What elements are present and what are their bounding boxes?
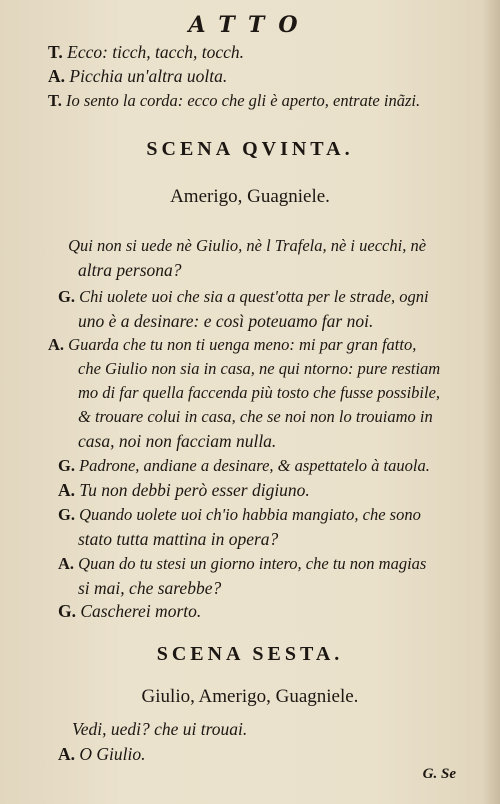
- line-text: mo di far quella faccenda più tosto che fusse possibile,: [78, 383, 441, 402]
- dialogue-line: [78, 576, 221, 600]
- speaker-tag: T.: [48, 42, 63, 62]
- line-text: O Giulio.: [79, 744, 146, 764]
- dialogue-line: [58, 552, 426, 576]
- scene-title: SCENA QVINTA.: [146, 138, 354, 160]
- line-text: uno è a desinare: e così poteuamo far noi.: [78, 311, 374, 331]
- dialogue-line: [78, 309, 373, 333]
- dialogue-line: [58, 454, 430, 478]
- line-text: Qui non si uede nè Giulio, nè l Trafela, nè i uecchi, nè: [68, 236, 427, 255]
- dialogue-line: [58, 478, 310, 502]
- line-text: che Giulio non sia in casa, ne qui ntorno: pure restiam: [78, 359, 441, 378]
- line-text: Guarda che tu non ti uenga meno: mi par gran fatto,: [68, 335, 417, 354]
- speaker-tag: G.: [58, 505, 75, 524]
- speaker-tag: G.: [58, 287, 75, 306]
- dialogue-line: [58, 599, 201, 623]
- line-text: Quan do tu stesi un giorno intero, che tu non magias: [78, 554, 427, 573]
- dialogue-line: [78, 527, 278, 551]
- line-text: Chi uolete uoi che sia a quest'otta per le strade, ogni: [79, 287, 429, 306]
- line-text: & trouare colui in casa, che se noi non lo trouiamo in: [78, 407, 433, 426]
- scene-title: SCENA SESTA.: [156, 643, 344, 665]
- page-edge-shadow: [482, 0, 500, 804]
- dialogue-line: [64, 234, 426, 258]
- line-text: Ecco: ticch, tacch, tocch.: [67, 42, 244, 62]
- catchword: G. Se: [422, 766, 456, 782]
- dialogue-line: [78, 405, 433, 429]
- dialogue-line: [78, 357, 440, 381]
- line-text: Picchia un'altra uolta.: [69, 66, 228, 86]
- dialogue-line: [78, 258, 182, 282]
- running-head: ATTO: [188, 12, 312, 38]
- dialogue-line: [78, 429, 276, 453]
- dialogue-line: [78, 381, 440, 405]
- speaker-tag: A.: [58, 554, 75, 573]
- line-text: Vedi, uedi? che ui trouai.: [72, 719, 248, 739]
- line-text: Quando uolete uoi ch'io habbia mangiato, che sono: [79, 505, 421, 524]
- speaker-tag: G.: [58, 601, 76, 621]
- speaker-tag: A.: [48, 335, 65, 354]
- line-text: si mai, che sarebbe?: [78, 578, 222, 598]
- dialogue-line: [48, 89, 420, 113]
- line-text: altra persona?: [78, 260, 182, 280]
- line-text: Padrone, andiane a desinare, & aspettatelo à tauola.: [79, 456, 430, 475]
- speaker-tag: A.: [58, 744, 76, 764]
- speaker-tag: A.: [48, 66, 66, 86]
- dialogue-line: [48, 40, 244, 64]
- scene-persons: Amerigo, Guagniele.: [170, 186, 330, 207]
- line-text: Cascherei morto.: [80, 601, 202, 621]
- speaker-tag: T.: [48, 91, 62, 110]
- line-text: stato tutta mattina in opera?: [78, 529, 279, 549]
- dialogue-line: [48, 64, 227, 88]
- speaker-tag: G.: [58, 456, 75, 475]
- scene-persons: Giulio, Amerigo, Guagniele.: [141, 686, 359, 707]
- dialogue-line: [58, 503, 421, 527]
- dialogue-line: [58, 742, 146, 766]
- line-text: Io sento la corda: ecco che gli è aperto, entrate inãzi.: [66, 91, 421, 110]
- speaker-tag: A.: [58, 480, 76, 500]
- line-text: Tu non debbi però esser digiuno.: [79, 480, 310, 500]
- dialogue-line: [72, 717, 247, 741]
- line-text: casa, noi non facciam nulla.: [78, 431, 277, 451]
- dialogue-line: [58, 285, 429, 309]
- dialogue-line: [48, 333, 416, 357]
